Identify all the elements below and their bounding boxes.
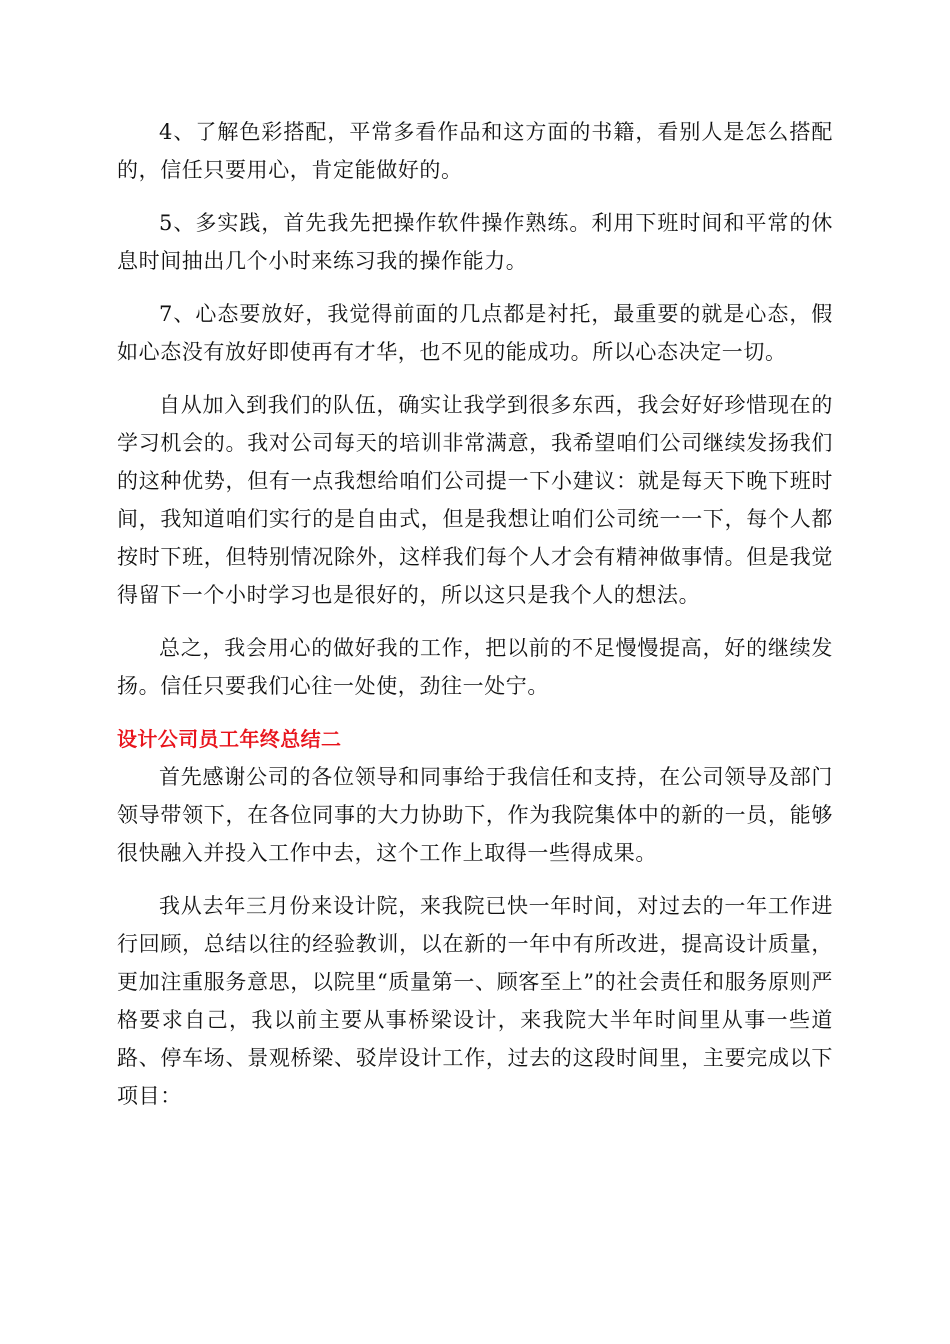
paragraph-practice: 5、多实践，首先我先把操作软件操作熟练。利用下班时间和平常的休息时间抽出几个小时来练习我的操作能力。 [117,211,833,273]
paragraph-year-review: 我从去年三月份来设计院，来我院已快一年时间，对过去的一年工作进行回顾，总结以往的经验教训，以在新的一年中有所改进，提高设计质量，更加注重服务意思，以院里“质量第一、顾客至上”的社会责任和服务原则严格要求自己，我以前主要从事桥梁设计，来我院大半年时间里从事一些道路、停车场、景观桥梁、驳岸设计工作，过去的这段时间里，主要完成以下项目： [117,894,833,1108]
document-page [117,113,833,1130]
paragraph-color-matching: 4、了解色彩搭配，平常多看作品和这方面的书籍，看别人是怎么搭配的，信任只要用心，肯定能做好的。 [117,120,833,182]
section-heading: 设计公司员工年终总结二 [117,727,342,751]
paragraph-conclusion: 总之，我会用心的做好我的工作，把以前的不足慢慢提高，好的继续发扬。信任只要我们心往一处使，劲往一处宁。 [117,636,833,698]
paragraph-mindset: 7、心态要放好，我觉得前面的几点都是衬托，最重要的就是心态，假如心态没有放好即使再有才华，也不见的能成功。所以心态决定一切。 [117,302,833,364]
paragraph-team-suggestion: 自从加入到我们的队伍，确实让我学到很多东西，我会好好珍惜现在的学习机会的。我对公司每天的培训非常满意，我希望咱们公司继续发扬我们的这种优势，但有一点我想给咱们公司提一下小建议：就是每天下晚下班时间，我知道咱们实行的是自由式，但是我想让咱们公司统一一下，每个人都按时下班，但特别情况除外，这样我们每个人才会有精神做事情。但是我觉得留下一个小时学习也是很好的，所以这只是我个人的想法。 [117,393,833,607]
paragraph-gratitude: 首先感谢公司的各位领导和同事给于我信任和支持，在公司领导及部门领导带领下，在各位同事的大力协助下，作为我院集体中的新的一员，能够很快融入并投入工作中去，这个工作上取得一些得成果。 [117,765,833,865]
